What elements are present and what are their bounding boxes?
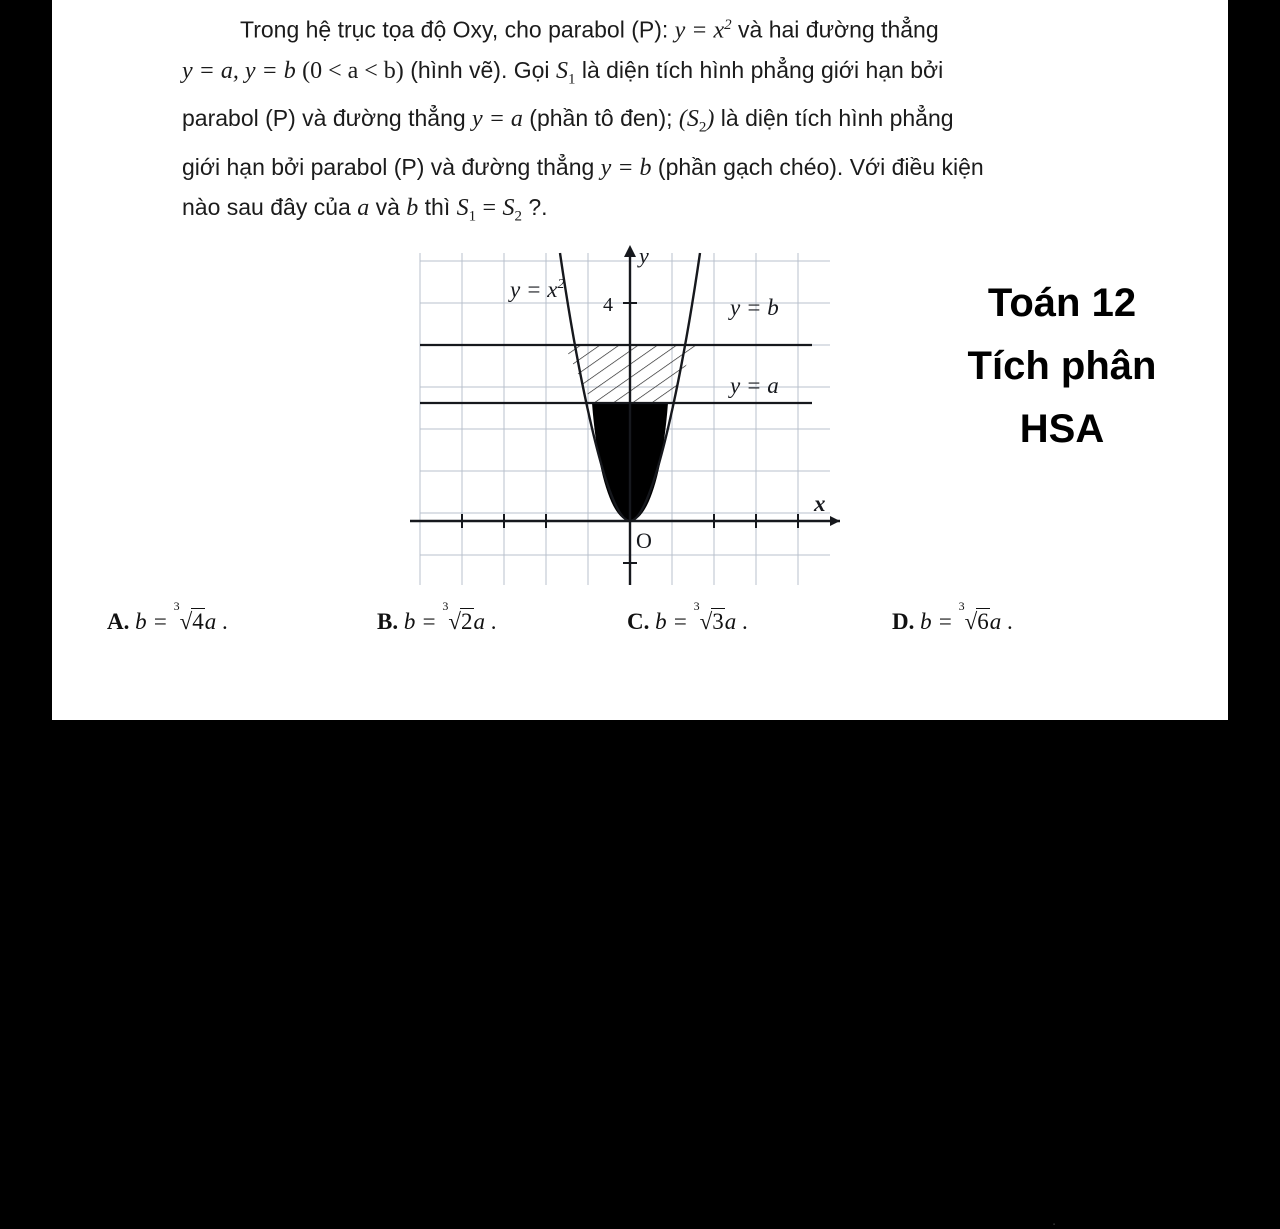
answer-a-key: A. xyxy=(107,609,130,634)
topic-caption xyxy=(912,272,1212,461)
question-line-5-part-d: ?. xyxy=(528,193,548,220)
radical-icon: √ xyxy=(699,609,713,634)
answer-b-root-index: 3 xyxy=(442,599,449,613)
stray-dot-mark: . xyxy=(1052,1212,1057,1229)
question-line-5-part-b: và xyxy=(375,193,400,220)
answer-d-root-index: 3 xyxy=(958,599,965,613)
question-line-5-S2-subscript: 2 xyxy=(514,208,522,225)
question-line-2-S-subscript: 1 xyxy=(567,71,576,88)
answer-c-radicand: 3 xyxy=(712,609,724,634)
question-line-5-part-c: thì xyxy=(424,193,451,220)
question-line-3-equation: y = a xyxy=(472,106,523,133)
axis-label-y: y xyxy=(639,243,649,268)
question-line-5-S1-subscript: 1 xyxy=(468,208,477,225)
question-line-5-S1: S xyxy=(456,194,469,221)
answer-a-root-index: 3 xyxy=(173,599,180,613)
answer-a-prefix: b = xyxy=(135,609,168,634)
answer-b-radicand: 2 xyxy=(461,609,473,634)
letterbox-right xyxy=(1228,0,1280,720)
origin-label: O xyxy=(636,528,652,553)
answer-a-suffix: a xyxy=(204,609,217,634)
answer-d-cube-root xyxy=(958,599,990,635)
document-page xyxy=(52,0,1228,1229)
question-line-2-equations: y = a, y = b xyxy=(182,57,296,84)
answer-d-prefix: b = xyxy=(920,609,953,634)
question-line-5-part-a: nào sau đây của xyxy=(182,193,351,220)
radical-icon: √ xyxy=(964,609,978,634)
answer-d-end: . xyxy=(1007,609,1013,634)
answer-c-key: C. xyxy=(627,609,650,634)
question-line-2-part-d: là diện tích hình phẳng giới hạn bởi xyxy=(581,56,944,83)
question-line-1-exponent: 2 xyxy=(724,17,732,33)
answer-choices xyxy=(52,599,1228,1229)
question-line-3 xyxy=(182,99,1192,148)
radical-icon: √ xyxy=(179,609,193,634)
question-line-5-var-a: a xyxy=(357,194,370,221)
question-line-1 xyxy=(182,6,1192,51)
label-y-equals-a: y = a xyxy=(730,373,779,398)
question-line-4-part-b: (phần gạch chéo). Với điều kiện xyxy=(657,153,984,180)
answer-c-cube-root xyxy=(693,599,725,635)
answer-c-root-index: 3 xyxy=(693,599,700,613)
answer-a-end: . xyxy=(222,609,228,634)
radical-icon: √ xyxy=(448,609,461,634)
question-line-3-part-b: (phần tô đen); xyxy=(529,105,673,132)
answer-b-prefix: b = xyxy=(403,609,437,634)
answer-option-a[interactable] xyxy=(107,599,228,635)
y-axis-arrow xyxy=(624,245,636,257)
answer-option-d[interactable] xyxy=(892,599,1013,635)
question-line-1-equation: y = x xyxy=(674,17,725,44)
question-line-2 xyxy=(182,51,1192,100)
x-axis-arrow xyxy=(830,516,840,526)
question-line-2-S-symbol: S xyxy=(555,57,568,84)
question-line-5-var-b: b xyxy=(406,194,419,221)
question-line-5-S2: S xyxy=(502,194,515,221)
answer-d-radicand: 6 xyxy=(977,609,989,634)
question-line-3-S2-close: ) xyxy=(706,106,715,133)
answer-c-end: . xyxy=(742,609,748,634)
question-line-4-equation: y = b xyxy=(600,154,652,181)
answer-d-suffix: a xyxy=(989,609,1002,634)
caption-line-2: Tích phân xyxy=(967,344,1157,388)
label-y-equals-b: y = b xyxy=(730,295,779,320)
question-line-3-part-c: là diện tích hình phẳng xyxy=(720,105,954,132)
parabola-figure xyxy=(400,243,860,595)
question-line-1-part-a: Trong hệ trục tọa độ Oxy, cho parabol (P): xyxy=(240,16,669,43)
question-line-4-part-a: giới hạn bởi parabol (P) và đường thẳng xyxy=(182,153,595,180)
question-line-5-equals: = xyxy=(482,194,497,221)
axis-label-x: x xyxy=(814,491,826,516)
answer-c-prefix: b = xyxy=(655,609,688,634)
answer-c-suffix: a xyxy=(724,609,737,634)
answer-a-radicand: 4 xyxy=(192,609,204,634)
answer-b-key: B. xyxy=(377,609,399,634)
answer-b-cube-root xyxy=(442,599,473,635)
question-line-3-part-a: parabol (P) và đường thẳng xyxy=(182,105,466,132)
question-line-4 xyxy=(182,148,1192,188)
question-text xyxy=(182,6,1192,236)
question-line-3-S2-subscript: 2 xyxy=(698,119,707,136)
question-line-2-condition: (0 < a < b) xyxy=(302,57,404,84)
answer-option-b[interactable] xyxy=(377,599,497,635)
question-line-3-S2-open: (S xyxy=(678,106,699,133)
caption-line-1: Toán 12 xyxy=(987,281,1137,325)
question-line-2-part-c: (hình vẽ). Gọi xyxy=(410,56,550,83)
caption-line-3: HSA xyxy=(1019,407,1105,451)
curve-label-y-equals-x-squared: $y = x^2$ xyxy=(510,277,565,302)
answer-b-end: . xyxy=(490,609,497,634)
answer-b-suffix: a xyxy=(473,609,485,634)
question-line-1-part-b: và hai đường thẳng xyxy=(738,16,939,43)
answer-a-cube-root xyxy=(173,599,205,635)
answer-option-c[interactable] xyxy=(627,599,748,635)
question-line-5 xyxy=(182,188,1192,237)
letterbox-left xyxy=(0,0,52,720)
y-tick-label-4: 4 xyxy=(603,294,613,316)
answer-d-key: D. xyxy=(892,609,915,634)
